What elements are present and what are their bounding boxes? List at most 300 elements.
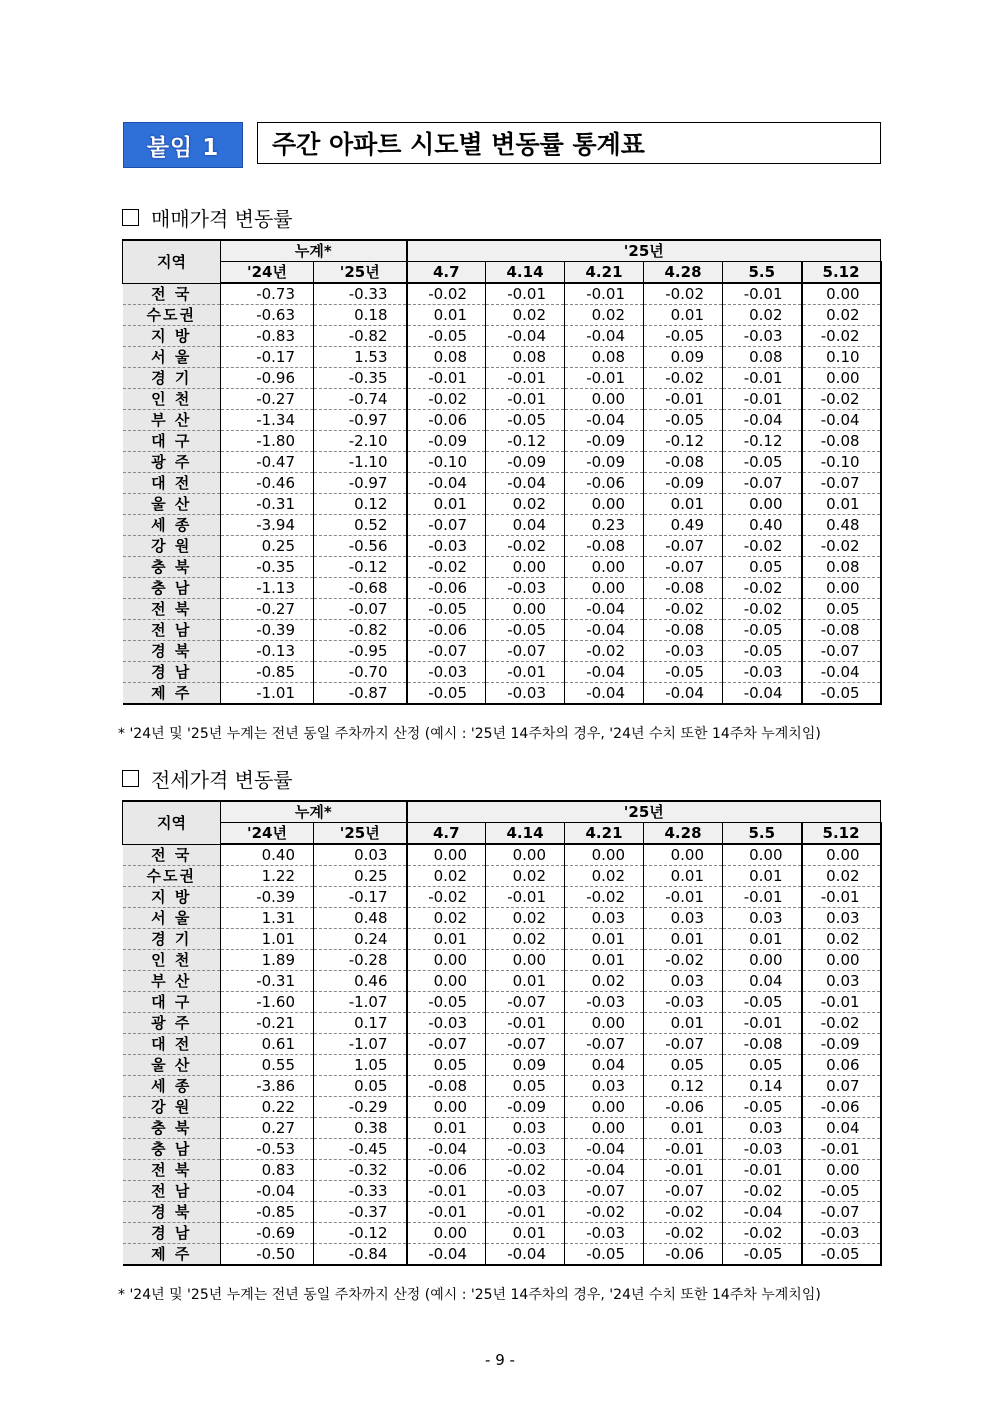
value-cell: 0.03 bbox=[802, 971, 881, 992]
value-cell: -0.84 bbox=[314, 1244, 407, 1266]
table-row bbox=[123, 283, 881, 305]
value-cell: -0.02 bbox=[644, 1223, 723, 1244]
value-cell: -0.05 bbox=[486, 410, 565, 431]
value-cell: -0.32 bbox=[314, 1160, 407, 1181]
value-cell: 0.02 bbox=[407, 866, 486, 887]
region-header: 지역 bbox=[123, 240, 221, 283]
value-cell: -0.97 bbox=[314, 473, 407, 494]
region-cell: 서 울 bbox=[123, 908, 221, 929]
value-cell: -0.02 bbox=[407, 389, 486, 410]
value-cell: -0.01 bbox=[644, 1160, 723, 1181]
region-cell: 제 주 bbox=[123, 1244, 221, 1266]
value-cell: -0.82 bbox=[314, 620, 407, 641]
value-cell: -0.04 bbox=[486, 1244, 565, 1266]
section-heading-rent-label: 전세가격 변동률 bbox=[151, 768, 293, 792]
value-cell: 0.01 bbox=[486, 971, 565, 992]
table-row bbox=[123, 1181, 881, 1202]
value-cell: -0.05 bbox=[644, 326, 723, 347]
value-cell: 0.00 bbox=[723, 950, 802, 971]
value-cell: -0.27 bbox=[221, 599, 314, 620]
value-cell: 0.61 bbox=[221, 1034, 314, 1055]
value-cell: -0.01 bbox=[486, 1202, 565, 1223]
value-cell: -0.63 bbox=[221, 305, 314, 326]
table-row bbox=[123, 536, 881, 557]
table-row bbox=[123, 347, 881, 368]
value-cell: -0.06 bbox=[644, 1244, 723, 1266]
value-cell: -0.35 bbox=[221, 557, 314, 578]
value-cell: 0.00 bbox=[407, 844, 486, 866]
week-header: 4.7 bbox=[407, 823, 486, 845]
value-cell: -0.07 bbox=[565, 1181, 644, 1202]
week-header: 4.28 bbox=[644, 262, 723, 284]
y25-header: '25년 bbox=[314, 823, 407, 845]
value-cell: -0.85 bbox=[221, 662, 314, 683]
value-cell: 0.01 bbox=[644, 929, 723, 950]
value-cell: 0.00 bbox=[565, 1013, 644, 1034]
table-row bbox=[123, 368, 881, 389]
value-cell: -0.08 bbox=[565, 536, 644, 557]
value-cell: 0.12 bbox=[644, 1076, 723, 1097]
value-cell: 0.05 bbox=[723, 1055, 802, 1076]
value-cell: -0.04 bbox=[565, 1160, 644, 1181]
region-cell: 광 주 bbox=[123, 452, 221, 473]
value-cell: 0.01 bbox=[486, 1223, 565, 1244]
value-cell: 0.01 bbox=[565, 929, 644, 950]
region-cell: 대 구 bbox=[123, 431, 221, 452]
value-cell: 0.02 bbox=[565, 971, 644, 992]
value-cell: -0.03 bbox=[644, 992, 723, 1013]
table-row bbox=[123, 494, 881, 515]
region-cell: 전 북 bbox=[123, 599, 221, 620]
year25-header: '25년 bbox=[407, 240, 881, 262]
value-cell: 0.05 bbox=[644, 1055, 723, 1076]
value-cell: -2.10 bbox=[314, 431, 407, 452]
value-cell: -0.02 bbox=[565, 1202, 644, 1223]
value-cell: 0.03 bbox=[486, 1118, 565, 1139]
section-heading-sale-label: 매매가격 변동률 bbox=[151, 207, 293, 231]
value-cell: -0.01 bbox=[723, 1013, 802, 1034]
value-cell: -0.03 bbox=[407, 662, 486, 683]
value-cell: -0.04 bbox=[407, 1139, 486, 1160]
value-cell: -0.09 bbox=[565, 431, 644, 452]
value-cell: -0.05 bbox=[565, 1244, 644, 1266]
value-cell: -0.01 bbox=[486, 283, 565, 305]
value-cell: 0.00 bbox=[486, 950, 565, 971]
value-cell: -0.01 bbox=[486, 389, 565, 410]
value-cell: -0.02 bbox=[407, 887, 486, 908]
value-cell: -0.82 bbox=[314, 326, 407, 347]
value-cell: -0.05 bbox=[644, 662, 723, 683]
value-cell: 0.05 bbox=[723, 557, 802, 578]
value-cell: -0.28 bbox=[314, 950, 407, 971]
table-row bbox=[123, 1013, 881, 1034]
value-cell: -1.07 bbox=[314, 1034, 407, 1055]
value-cell: -0.02 bbox=[407, 557, 486, 578]
value-cell: -0.09 bbox=[644, 473, 723, 494]
value-cell: 0.02 bbox=[565, 305, 644, 326]
value-cell: 0.04 bbox=[802, 1118, 881, 1139]
value-cell: -0.01 bbox=[644, 1139, 723, 1160]
value-cell: 0.08 bbox=[407, 347, 486, 368]
table-row bbox=[123, 844, 881, 866]
value-cell: -0.07 bbox=[802, 473, 881, 494]
value-cell: 0.00 bbox=[486, 599, 565, 620]
value-cell: -0.08 bbox=[723, 1034, 802, 1055]
region-cell: 경 기 bbox=[123, 929, 221, 950]
value-cell: -0.02 bbox=[565, 641, 644, 662]
value-cell: -0.01 bbox=[723, 368, 802, 389]
value-cell: -0.01 bbox=[723, 887, 802, 908]
value-cell: 0.00 bbox=[565, 389, 644, 410]
value-cell: -0.06 bbox=[407, 1160, 486, 1181]
region-cell: 충 남 bbox=[123, 1139, 221, 1160]
value-cell: 0.18 bbox=[314, 305, 407, 326]
value-cell: -0.10 bbox=[407, 452, 486, 473]
value-cell: 0.05 bbox=[802, 599, 881, 620]
value-cell: 0.08 bbox=[565, 347, 644, 368]
value-cell: -0.96 bbox=[221, 368, 314, 389]
value-cell: -0.04 bbox=[802, 662, 881, 683]
value-cell: -0.97 bbox=[314, 410, 407, 431]
value-cell: -0.04 bbox=[565, 410, 644, 431]
value-cell: -0.03 bbox=[486, 578, 565, 599]
value-cell: 0.01 bbox=[407, 494, 486, 515]
value-cell: 1.89 bbox=[221, 950, 314, 971]
week-header: 5.5 bbox=[723, 823, 802, 845]
value-cell: 0.04 bbox=[565, 1055, 644, 1076]
value-cell: -0.09 bbox=[802, 1034, 881, 1055]
week-header: 4.7 bbox=[407, 262, 486, 284]
week-header: 5.12 bbox=[802, 823, 881, 845]
checkbox-icon bbox=[122, 209, 139, 226]
value-cell: -0.03 bbox=[565, 1223, 644, 1244]
value-cell: -0.08 bbox=[802, 431, 881, 452]
value-cell: -1.34 bbox=[221, 410, 314, 431]
value-cell: -0.17 bbox=[314, 887, 407, 908]
value-cell: 0.00 bbox=[644, 844, 723, 866]
table-row bbox=[123, 1034, 881, 1055]
value-cell: -0.04 bbox=[723, 683, 802, 705]
value-cell: -0.50 bbox=[221, 1244, 314, 1266]
value-cell: -0.01 bbox=[486, 662, 565, 683]
value-cell: -0.27 bbox=[221, 389, 314, 410]
value-cell: -0.02 bbox=[486, 1160, 565, 1181]
value-cell: -0.04 bbox=[407, 473, 486, 494]
table-row bbox=[123, 908, 881, 929]
value-cell: -0.08 bbox=[644, 578, 723, 599]
value-cell: -0.05 bbox=[407, 683, 486, 705]
sale-rate-table bbox=[122, 239, 882, 705]
table-row bbox=[123, 641, 881, 662]
table-row bbox=[123, 452, 881, 473]
table-row bbox=[123, 887, 881, 908]
value-cell: -0.10 bbox=[802, 452, 881, 473]
value-cell: -0.03 bbox=[486, 683, 565, 705]
region-cell: 인 천 bbox=[123, 950, 221, 971]
value-cell: 0.14 bbox=[723, 1076, 802, 1097]
value-cell: -0.01 bbox=[407, 368, 486, 389]
value-cell: -0.95 bbox=[314, 641, 407, 662]
value-cell: -0.04 bbox=[802, 410, 881, 431]
value-cell: -0.04 bbox=[644, 683, 723, 705]
value-cell: -0.03 bbox=[407, 536, 486, 557]
table-row bbox=[123, 473, 881, 494]
value-cell: 0.49 bbox=[644, 515, 723, 536]
table-row bbox=[123, 557, 881, 578]
value-cell: -0.04 bbox=[565, 1139, 644, 1160]
week-header: 5.12 bbox=[802, 262, 881, 284]
value-cell: 0.25 bbox=[221, 536, 314, 557]
value-cell: -0.02 bbox=[644, 368, 723, 389]
value-cell: -0.83 bbox=[221, 326, 314, 347]
value-cell: -0.12 bbox=[314, 557, 407, 578]
value-cell: -0.07 bbox=[314, 599, 407, 620]
value-cell: -0.03 bbox=[644, 641, 723, 662]
value-cell: -0.69 bbox=[221, 1223, 314, 1244]
table-row bbox=[123, 1223, 881, 1244]
value-cell: -0.03 bbox=[802, 1223, 881, 1244]
value-cell: 0.00 bbox=[802, 950, 881, 971]
value-cell: -0.07 bbox=[407, 515, 486, 536]
value-cell: 0.48 bbox=[802, 515, 881, 536]
region-cell: 대 전 bbox=[123, 473, 221, 494]
value-cell: 0.10 bbox=[802, 347, 881, 368]
table-row bbox=[123, 1160, 881, 1181]
value-cell: -0.01 bbox=[802, 1139, 881, 1160]
value-cell: 0.40 bbox=[723, 515, 802, 536]
value-cell: -0.46 bbox=[221, 473, 314, 494]
value-cell: -0.03 bbox=[486, 1181, 565, 1202]
value-cell: -0.03 bbox=[723, 326, 802, 347]
value-cell: -0.03 bbox=[486, 1139, 565, 1160]
value-cell: 0.00 bbox=[723, 494, 802, 515]
value-cell: -0.02 bbox=[644, 950, 723, 971]
value-cell: 0.03 bbox=[723, 908, 802, 929]
week-header: 5.5 bbox=[723, 262, 802, 284]
value-cell: -0.39 bbox=[221, 887, 314, 908]
value-cell: 0.00 bbox=[565, 578, 644, 599]
value-cell: 0.02 bbox=[486, 866, 565, 887]
value-cell: 0.01 bbox=[644, 1118, 723, 1139]
table-row bbox=[123, 866, 881, 887]
value-cell: -0.12 bbox=[486, 431, 565, 452]
value-cell: 1.31 bbox=[221, 908, 314, 929]
region-cell: 수도권 bbox=[123, 866, 221, 887]
value-cell: -0.06 bbox=[565, 473, 644, 494]
table-row bbox=[123, 620, 881, 641]
y24-header: '24년 bbox=[221, 823, 314, 845]
value-cell: -0.07 bbox=[565, 1034, 644, 1055]
section-heading-rent bbox=[122, 764, 293, 793]
value-cell: 0.04 bbox=[486, 515, 565, 536]
value-cell: 0.02 bbox=[723, 305, 802, 326]
value-cell: -0.01 bbox=[802, 992, 881, 1013]
value-cell: -0.01 bbox=[486, 1013, 565, 1034]
value-cell: 1.05 bbox=[314, 1055, 407, 1076]
value-cell: 0.00 bbox=[565, 494, 644, 515]
page-number: - 9 - bbox=[485, 1351, 515, 1369]
value-cell: 0.24 bbox=[314, 929, 407, 950]
value-cell: -0.06 bbox=[407, 620, 486, 641]
value-cell: 0.00 bbox=[407, 971, 486, 992]
value-cell: -0.07 bbox=[486, 641, 565, 662]
table-row bbox=[123, 515, 881, 536]
value-cell: 0.00 bbox=[486, 844, 565, 866]
region-cell: 서 울 bbox=[123, 347, 221, 368]
value-cell: -0.02 bbox=[723, 1223, 802, 1244]
region-cell: 충 남 bbox=[123, 578, 221, 599]
value-cell: 0.22 bbox=[221, 1097, 314, 1118]
value-cell: -0.05 bbox=[802, 1181, 881, 1202]
value-cell: 0.09 bbox=[644, 347, 723, 368]
value-cell: -0.73 bbox=[221, 283, 314, 305]
table-row bbox=[123, 431, 881, 452]
table-row bbox=[123, 683, 881, 705]
appendix-badge: 붙임 1 bbox=[123, 122, 243, 168]
value-cell: 0.01 bbox=[644, 866, 723, 887]
value-cell: 0.48 bbox=[314, 908, 407, 929]
value-cell: 0.00 bbox=[802, 283, 881, 305]
value-cell: -0.05 bbox=[723, 1097, 802, 1118]
region-cell: 부 산 bbox=[123, 971, 221, 992]
value-cell: 0.00 bbox=[407, 1223, 486, 1244]
value-cell: -0.01 bbox=[644, 389, 723, 410]
table-row bbox=[123, 971, 881, 992]
value-cell: -0.06 bbox=[802, 1097, 881, 1118]
table-row bbox=[123, 929, 881, 950]
value-cell: -0.07 bbox=[644, 1181, 723, 1202]
table-row bbox=[123, 410, 881, 431]
value-cell: 0.00 bbox=[407, 950, 486, 971]
value-cell: -0.13 bbox=[221, 641, 314, 662]
value-cell: -0.09 bbox=[486, 452, 565, 473]
y25-header: '25년 bbox=[314, 262, 407, 284]
region-cell: 전 국 bbox=[123, 283, 221, 305]
region-cell: 대 구 bbox=[123, 992, 221, 1013]
value-cell: 0.52 bbox=[314, 515, 407, 536]
value-cell: -0.33 bbox=[314, 1181, 407, 1202]
value-cell: 0.01 bbox=[644, 494, 723, 515]
value-cell: 0.02 bbox=[486, 929, 565, 950]
rent-footnote: * '24년 및 '25년 누계는 전년 동일 주차까지 산정 (예시 : '25년 14주차의 경우, '24년 수치 또한 14주차 누계치임) bbox=[118, 1287, 821, 1303]
value-cell: -0.04 bbox=[565, 599, 644, 620]
value-cell: -0.33 bbox=[314, 283, 407, 305]
value-cell: -0.08 bbox=[644, 452, 723, 473]
region-cell: 경 기 bbox=[123, 368, 221, 389]
value-cell: 0.00 bbox=[565, 844, 644, 866]
value-cell: -0.03 bbox=[723, 662, 802, 683]
value-cell: 0.00 bbox=[802, 1160, 881, 1181]
table-row bbox=[123, 1202, 881, 1223]
value-cell: -0.12 bbox=[723, 431, 802, 452]
section-heading-sale bbox=[122, 203, 293, 232]
value-cell: -0.01 bbox=[723, 1160, 802, 1181]
value-cell: -0.03 bbox=[407, 1013, 486, 1034]
value-cell: 0.12 bbox=[314, 494, 407, 515]
table-row bbox=[123, 578, 881, 599]
value-cell: 0.00 bbox=[565, 1097, 644, 1118]
value-cell: -0.01 bbox=[802, 887, 881, 908]
value-cell: 0.04 bbox=[723, 971, 802, 992]
value-cell: 0.01 bbox=[644, 1013, 723, 1034]
value-cell: -0.06 bbox=[644, 1097, 723, 1118]
region-cell: 경 남 bbox=[123, 662, 221, 683]
value-cell: -0.01 bbox=[486, 368, 565, 389]
value-cell: 0.08 bbox=[802, 557, 881, 578]
value-cell: -1.60 bbox=[221, 992, 314, 1013]
region-cell: 강 원 bbox=[123, 536, 221, 557]
value-cell: -0.02 bbox=[802, 536, 881, 557]
value-cell: -0.02 bbox=[723, 1181, 802, 1202]
value-cell: -0.04 bbox=[723, 1202, 802, 1223]
value-cell: -0.01 bbox=[407, 1202, 486, 1223]
region-cell: 전 남 bbox=[123, 1181, 221, 1202]
value-cell: -0.02 bbox=[565, 887, 644, 908]
value-cell: 0.05 bbox=[407, 1055, 486, 1076]
value-cell: 0.02 bbox=[486, 305, 565, 326]
table-row bbox=[123, 326, 881, 347]
value-cell: -0.21 bbox=[221, 1013, 314, 1034]
value-cell: -0.04 bbox=[565, 326, 644, 347]
region-cell: 충 북 bbox=[123, 1118, 221, 1139]
y24-header: '24년 bbox=[221, 262, 314, 284]
value-cell: -0.07 bbox=[486, 992, 565, 1013]
value-cell: -0.05 bbox=[407, 992, 486, 1013]
value-cell: 0.08 bbox=[723, 347, 802, 368]
value-cell: 0.03 bbox=[802, 908, 881, 929]
region-cell: 세 종 bbox=[123, 515, 221, 536]
value-cell: -0.29 bbox=[314, 1097, 407, 1118]
region-cell: 지 방 bbox=[123, 887, 221, 908]
value-cell: -0.02 bbox=[407, 283, 486, 305]
value-cell: -0.05 bbox=[723, 1244, 802, 1266]
value-cell: -0.12 bbox=[314, 1223, 407, 1244]
value-cell: -0.05 bbox=[486, 620, 565, 641]
value-cell: -0.02 bbox=[644, 599, 723, 620]
table-row bbox=[123, 1097, 881, 1118]
value-cell: -0.35 bbox=[314, 368, 407, 389]
region-cell: 전 남 bbox=[123, 620, 221, 641]
value-cell: -0.09 bbox=[407, 431, 486, 452]
table-row bbox=[123, 950, 881, 971]
region-cell: 경 북 bbox=[123, 1202, 221, 1223]
value-cell: -0.01 bbox=[723, 389, 802, 410]
value-cell: -0.05 bbox=[723, 452, 802, 473]
value-cell: -0.87 bbox=[314, 683, 407, 705]
value-cell: 0.00 bbox=[802, 368, 881, 389]
value-cell: -0.74 bbox=[314, 389, 407, 410]
value-cell: -0.02 bbox=[644, 283, 723, 305]
value-cell: 0.09 bbox=[486, 1055, 565, 1076]
region-cell: 세 종 bbox=[123, 1076, 221, 1097]
region-cell: 전 국 bbox=[123, 844, 221, 866]
value-cell: 0.02 bbox=[486, 494, 565, 515]
region-cell: 울 산 bbox=[123, 494, 221, 515]
value-cell: 0.01 bbox=[565, 950, 644, 971]
value-cell: 0.00 bbox=[565, 1118, 644, 1139]
value-cell: 1.53 bbox=[314, 347, 407, 368]
region-header: 지역 bbox=[123, 801, 221, 844]
region-cell: 충 북 bbox=[123, 557, 221, 578]
value-cell: -0.02 bbox=[723, 536, 802, 557]
value-cell: 0.01 bbox=[723, 929, 802, 950]
value-cell: 0.08 bbox=[486, 347, 565, 368]
value-cell: -0.01 bbox=[723, 283, 802, 305]
value-cell: -0.47 bbox=[221, 452, 314, 473]
value-cell: -3.94 bbox=[221, 515, 314, 536]
accum-header: 누계* bbox=[221, 240, 407, 262]
value-cell: -0.05 bbox=[723, 992, 802, 1013]
